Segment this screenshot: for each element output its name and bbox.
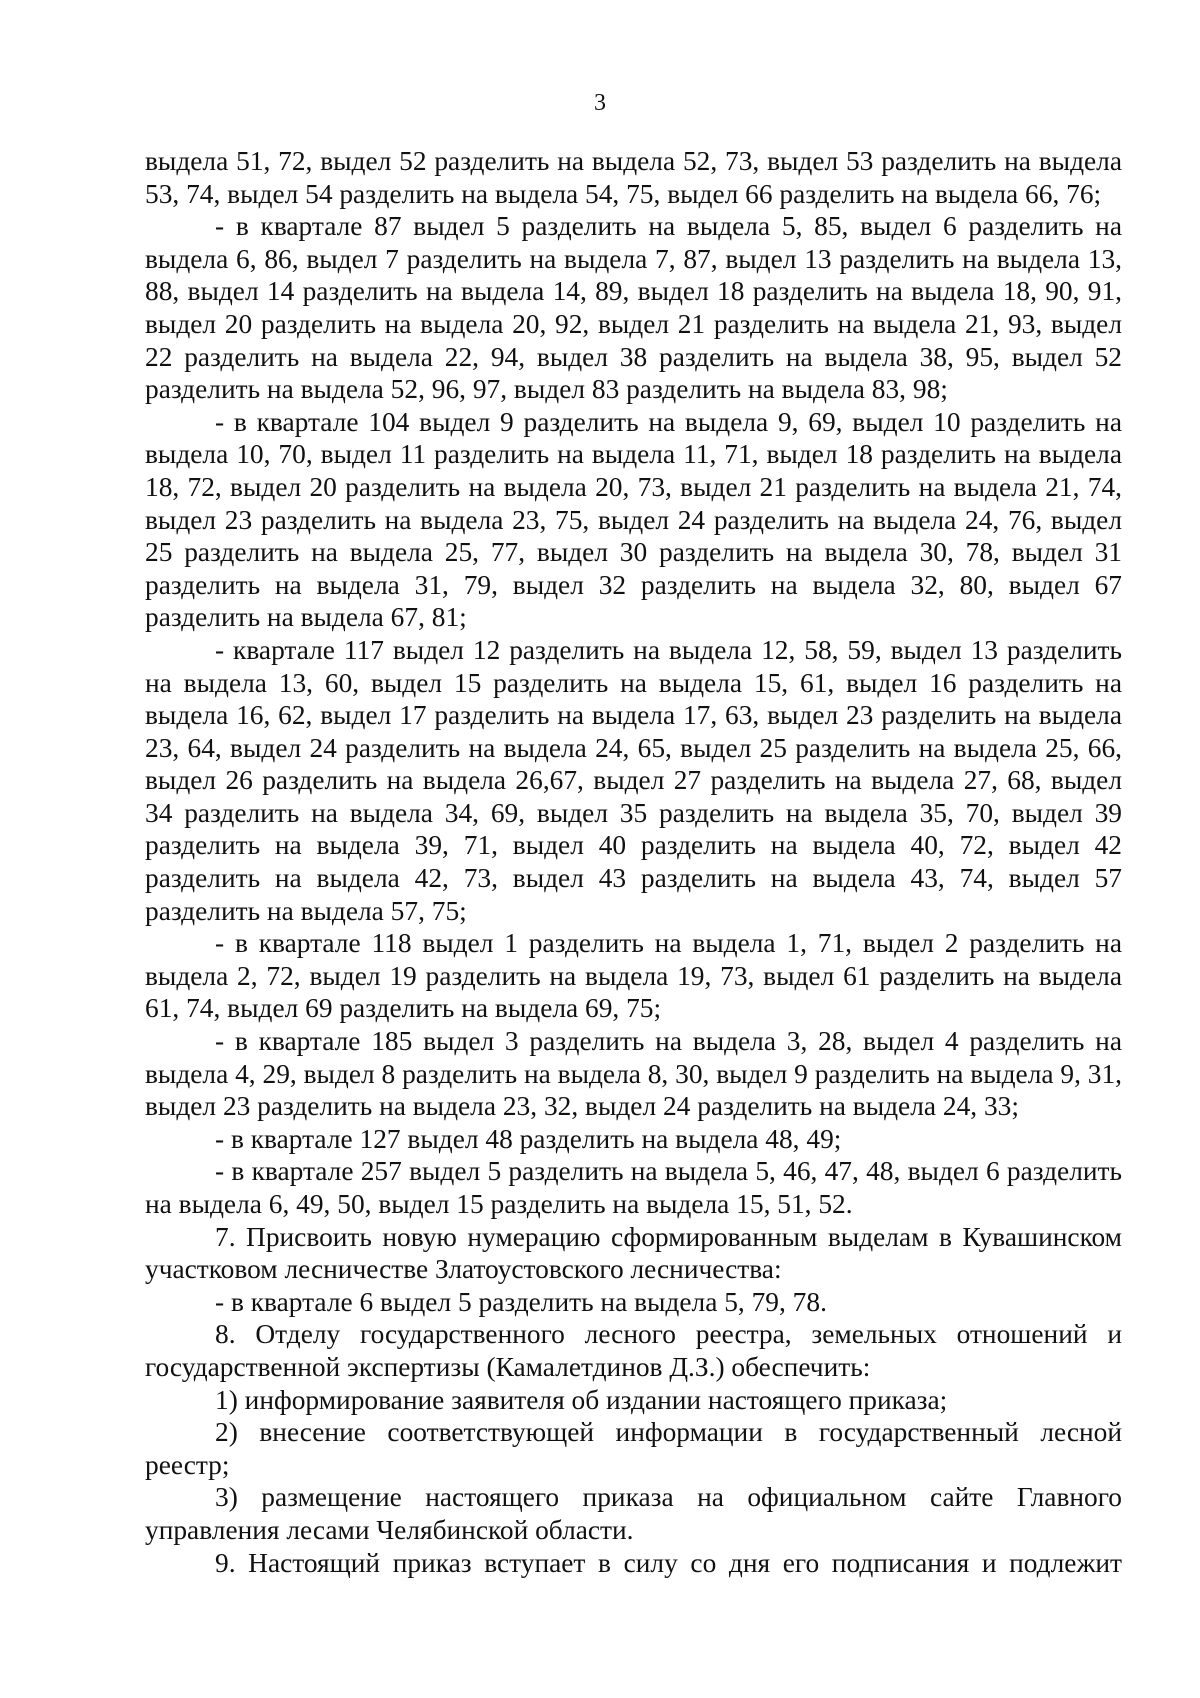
page-number: 3 — [594, 90, 606, 116]
paragraph: - в квартале 104 выдел 9 разделить на выдела 9, 69, выдел 10 разделить на выдела 10, 70, выдел 11 разделить на выдела 11, 71, выдел 18 разделить на выдела 18, 72, выдел 20 разделить на выдела 20, 73, выдел 21 разделить на выдела 21, 74, выдел 23 разделить на выдела 23, 75, выдел 24 разделить на выдела 24, 76, выдел 25 разделить на выдела 25, 77, выдел 30 разделить на выдела 30, 78, выдел 31 разделить на выдела 31, 79, выдел 32 разделить на выдела 32, 80, выдел 67 разделить на выдела 67, 81; — [145, 406, 1122, 633]
paragraph: - квартале 117 выдел 12 разделить на выдела 12, 58, 59, выдел 13 разделить на выдела 13, 60, выдел 15 разделить на выдела 15, 61, выдел 16 разделить на выдела 16, 62, выдел 17 разделить на выдела 17, 63, выдел 23 разделить на выдела 23, 64, выдел 24 разделить на выдела 24, 65, выдел 25 разделить на выдела 25, 66, выдел 26 разделить на выдела 26,67, выдел 27 разделить на выдела 27, 68, выдел 34 разделить на выдела 34, 69, выдел 35 разделить на выдела 35, 70, выдел 39 разделить на выдела 39, 71, выдел 40 разделить на выдела 40, 72, выдел 42 разделить на выдела 42, 73, выдел 43 разделить на выдела 43, 74, выдел 57 разделить на выдела 57, 75; — [145, 634, 1122, 926]
paragraph: 3) размещение настоящего приказа на официальном сайте Главного управления лесами Челябинской области. — [145, 1482, 1122, 1545]
paragraph: - в квартале 118 выдел 1 разделить на выдела 1, 71, выдел 2 разделить на выдела 2, 72, выдел 19 разделить на выдела 19, 73, выдел 61 разделить на выдела 61, 74, выдел 69 разделить на выдела 69, 75; — [145, 928, 1122, 1024]
paragraph: - в квартале 127 выдел 48 разделить на выдела 48, 49; — [215, 1123, 842, 1154]
paragraph: - в квартале 257 выдел 5 разделить на выдела 5, 46, 47, 48, выдел 6 разделить на выдела 6, 49, 50, выдел 15 разделить на выдела 15, 51, 52. — [145, 1156, 1122, 1219]
paragraph: 9. Настоящий приказ вступает в силу со дня его подписания и подлежит — [215, 1547, 1122, 1578]
paragraph: выдела 51, 72, выдел 52 разделить на выдела 52, 73, выдел 53 разделить на выдела 53, 74, выдел 54 разделить на выдела 54, 75, выдел 66 разделить на выдела 66, 76; — [145, 146, 1122, 209]
paragraph: 2) внесение соответствующей информации в государственный лесной реестр; — [145, 1417, 1122, 1480]
paragraph: - в квартале 185 выдел 3 разделить на выдела 3, 28, выдел 4 разделить на выдела 4, 29, выдел 8 разделить на выдела 8, 30, выдел 9 разделить на выдела 9, 31, выдел 23 разделить на выдела 23, 32, выдел 24 разделить на выдела 24, 33; — [145, 1026, 1123, 1122]
paragraph: 7. Присвоить новую нумерацию сформированным выделам в Кувашинском участковом лесничестве Златоустовского лесничества: — [145, 1221, 1122, 1285]
paragraph: - в квартале 6 выдел 5 разделить на выдела 5, 79, 78. — [215, 1286, 827, 1317]
paragraph: 1) информирование заявителя об издании настоящего приказа; — [215, 1384, 948, 1415]
paragraph: 8. Отделу государственного лесного реестра, земельных отношений и государственной экспертизы (Камалетдинов Д.З.) обеспечить: — [145, 1319, 1122, 1382]
document-body — [145, 145, 1122, 1579]
paragraph: - в квартале 87 выдел 5 разделить на выдела 5, 85, выдел 6 разделить на выдела 6, 86, выдел 7 разделить на выдела 7, 87, выдел 13 разделить на выдела 13, 88, выдел 14 разделить на выдела 14, 89, выдел 18 разделить на выдела 18, 90, 91, выдел 20 разделить на выдела 20, 92, выдел 21 разделить на выдела 21, 93, выдел 22 разделить на выдела 22, 94, выдел 38 разделить на выдела 38, 95, выдел 52 разделить на выдела 52, 96, 97, выдел 83 разделить на выдела 83, 98; — [145, 211, 1122, 405]
